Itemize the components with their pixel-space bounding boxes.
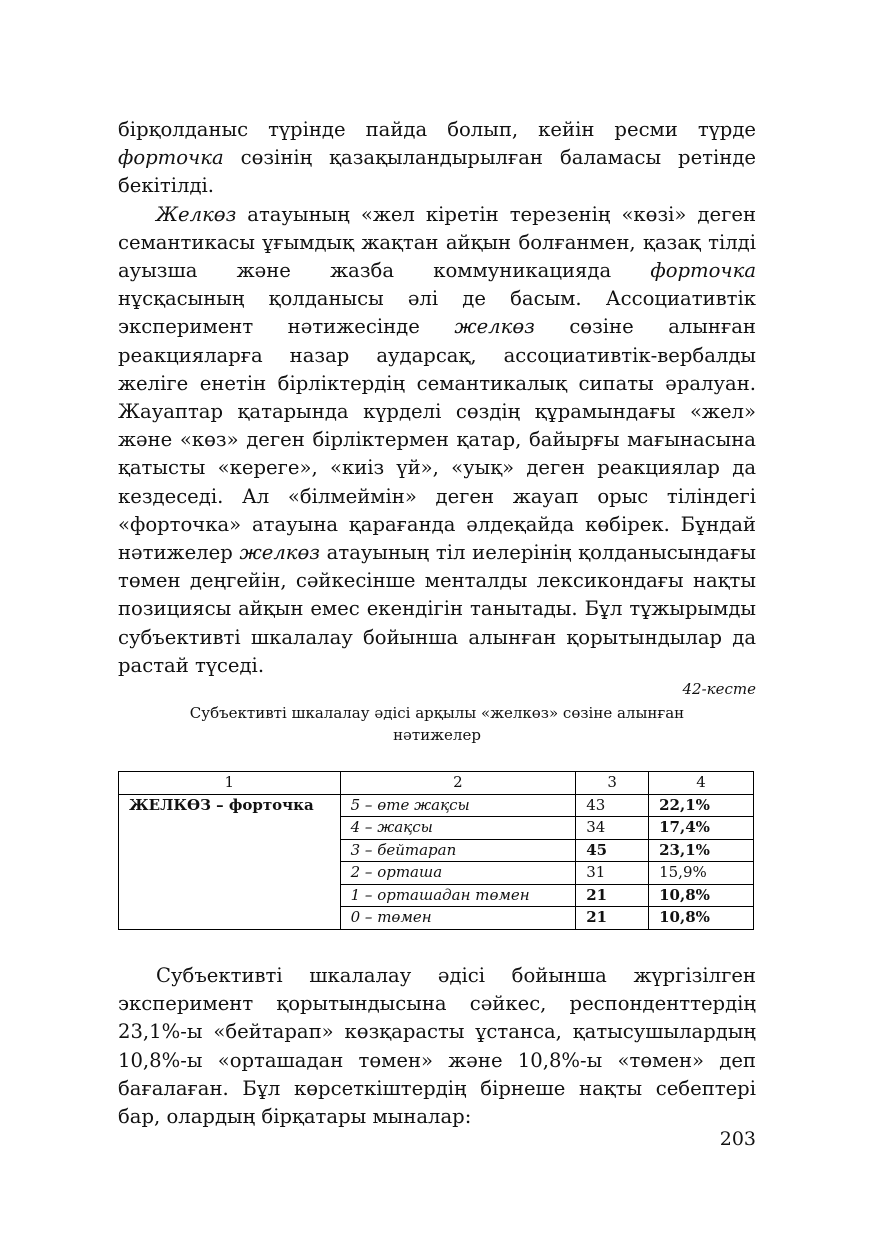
- percent-cell: 10,8%: [649, 907, 754, 930]
- column-header: 4: [649, 772, 754, 795]
- results-table: [118, 771, 754, 930]
- percent-cell: 23,1%: [649, 839, 754, 862]
- paragraph-1: [118, 116, 756, 201]
- grade-cell: 5 – өте жақсы: [340, 794, 576, 817]
- table-number: 42-кесте: [682, 680, 756, 698]
- body-text-lower: [118, 962, 756, 1131]
- italic-term: форточка: [650, 259, 756, 283]
- count-cell: 21: [576, 907, 649, 930]
- grade-cell: 4 – жақсы: [340, 817, 576, 840]
- text-segment: атауының «жел кіретін терезенің «көзі» деген семантикасы ұғымдық жақтан айқын болғанмен, қазақ тілді ауызша және жазба коммуникацияда: [118, 202, 756, 283]
- text-segment: атауының тіл иелерінің қолданысындағы төмен деңгейін, сәйкесінше менталды лексикондағы нақты позициясы айқын емес екендігін танытады. Бұл тұжырымды субъективті шкалалау бойынша алынған қорытындылар да растай түседі.: [118, 541, 756, 677]
- column-header: 1: [119, 772, 341, 795]
- grade-cell: 3 – бейтарап: [340, 839, 576, 862]
- grade-cell: 0 – төмен: [340, 907, 576, 930]
- count-cell: 31: [576, 862, 649, 885]
- table-header-row: [119, 772, 754, 795]
- italic-term: Желкөз: [156, 202, 237, 226]
- page-number: 203: [719, 1128, 756, 1150]
- column-header: 2: [340, 772, 576, 795]
- text-segment: сөзінің қазақыландырылған баламасы ретінде бекітілді.: [118, 146, 756, 198]
- table-row: [119, 794, 754, 817]
- percent-cell: 22,1%: [649, 794, 754, 817]
- percent-cell: 15,9%: [649, 862, 754, 885]
- text-segment: сөзіне алынған реакцияларға назар аударсақ, ассоциативтік-вербалды желіге енетін бірліктердің семантикалық сипаты әралуан. Жауаптар қатарында күрделі сөздің құрамындағы «жел» және «көз» деген бірліктермен қатар, байырғы мағынасына қатысты «кереге», «киіз үй», «уық» деген реакциялар да кездеседі. Ал «білмеймін» деген жауап орыс тіліндегі «форточка» атауына қарағанда әлдеқайда көбірек. Бұндай нәтижелер: [118, 315, 756, 565]
- count-cell: 45: [576, 839, 649, 862]
- grade-cell: 1 – орташадан төмен: [340, 884, 576, 907]
- percent-cell: 17,4%: [649, 817, 754, 840]
- italic-term: желкөз: [454, 315, 535, 339]
- grade-cell: 2 – орташа: [340, 862, 576, 885]
- italic-term: форточка: [118, 146, 224, 170]
- table-title: Субъективті шкалалау әдісі арқылы «желкөз» сөзіне алынған нәтижелер: [189, 704, 685, 744]
- count-cell: 21: [576, 884, 649, 907]
- percent-cell: 10,8%: [649, 884, 754, 907]
- count-cell: 34: [576, 817, 649, 840]
- text-segment: бірқолданыс түрінде пайда болып, кейін ресми түрде: [118, 118, 756, 141]
- body-text: [118, 116, 756, 680]
- paragraph-2: [118, 201, 756, 680]
- paragraph-3: Субъективті шкалалау әдісі бойынша жүргізілген эксперимент қорытындысына сәйкес, респонденттердің 23,1%-ы «бейтарап» көзқарасты ұстанса, қатысушылардың 10,8%-ы «орташадан төмен» және 10,8%-ы «төмен» деп бағалаған. Бұл көрсеткіштердің бірнеше нақты себептері бар, олардың бірқатары мыналар:: [118, 964, 756, 1129]
- text-segment: нұсқасының қолданысы әлі де басым. Ассоциативтік эксперимент нәтижесінде: [118, 287, 756, 339]
- count-cell: 43: [576, 794, 649, 817]
- word-pair-cell: ЖЕЛКӨЗ – форточка: [119, 794, 341, 929]
- italic-term: желкөз: [239, 541, 320, 565]
- column-header: 3: [576, 772, 649, 795]
